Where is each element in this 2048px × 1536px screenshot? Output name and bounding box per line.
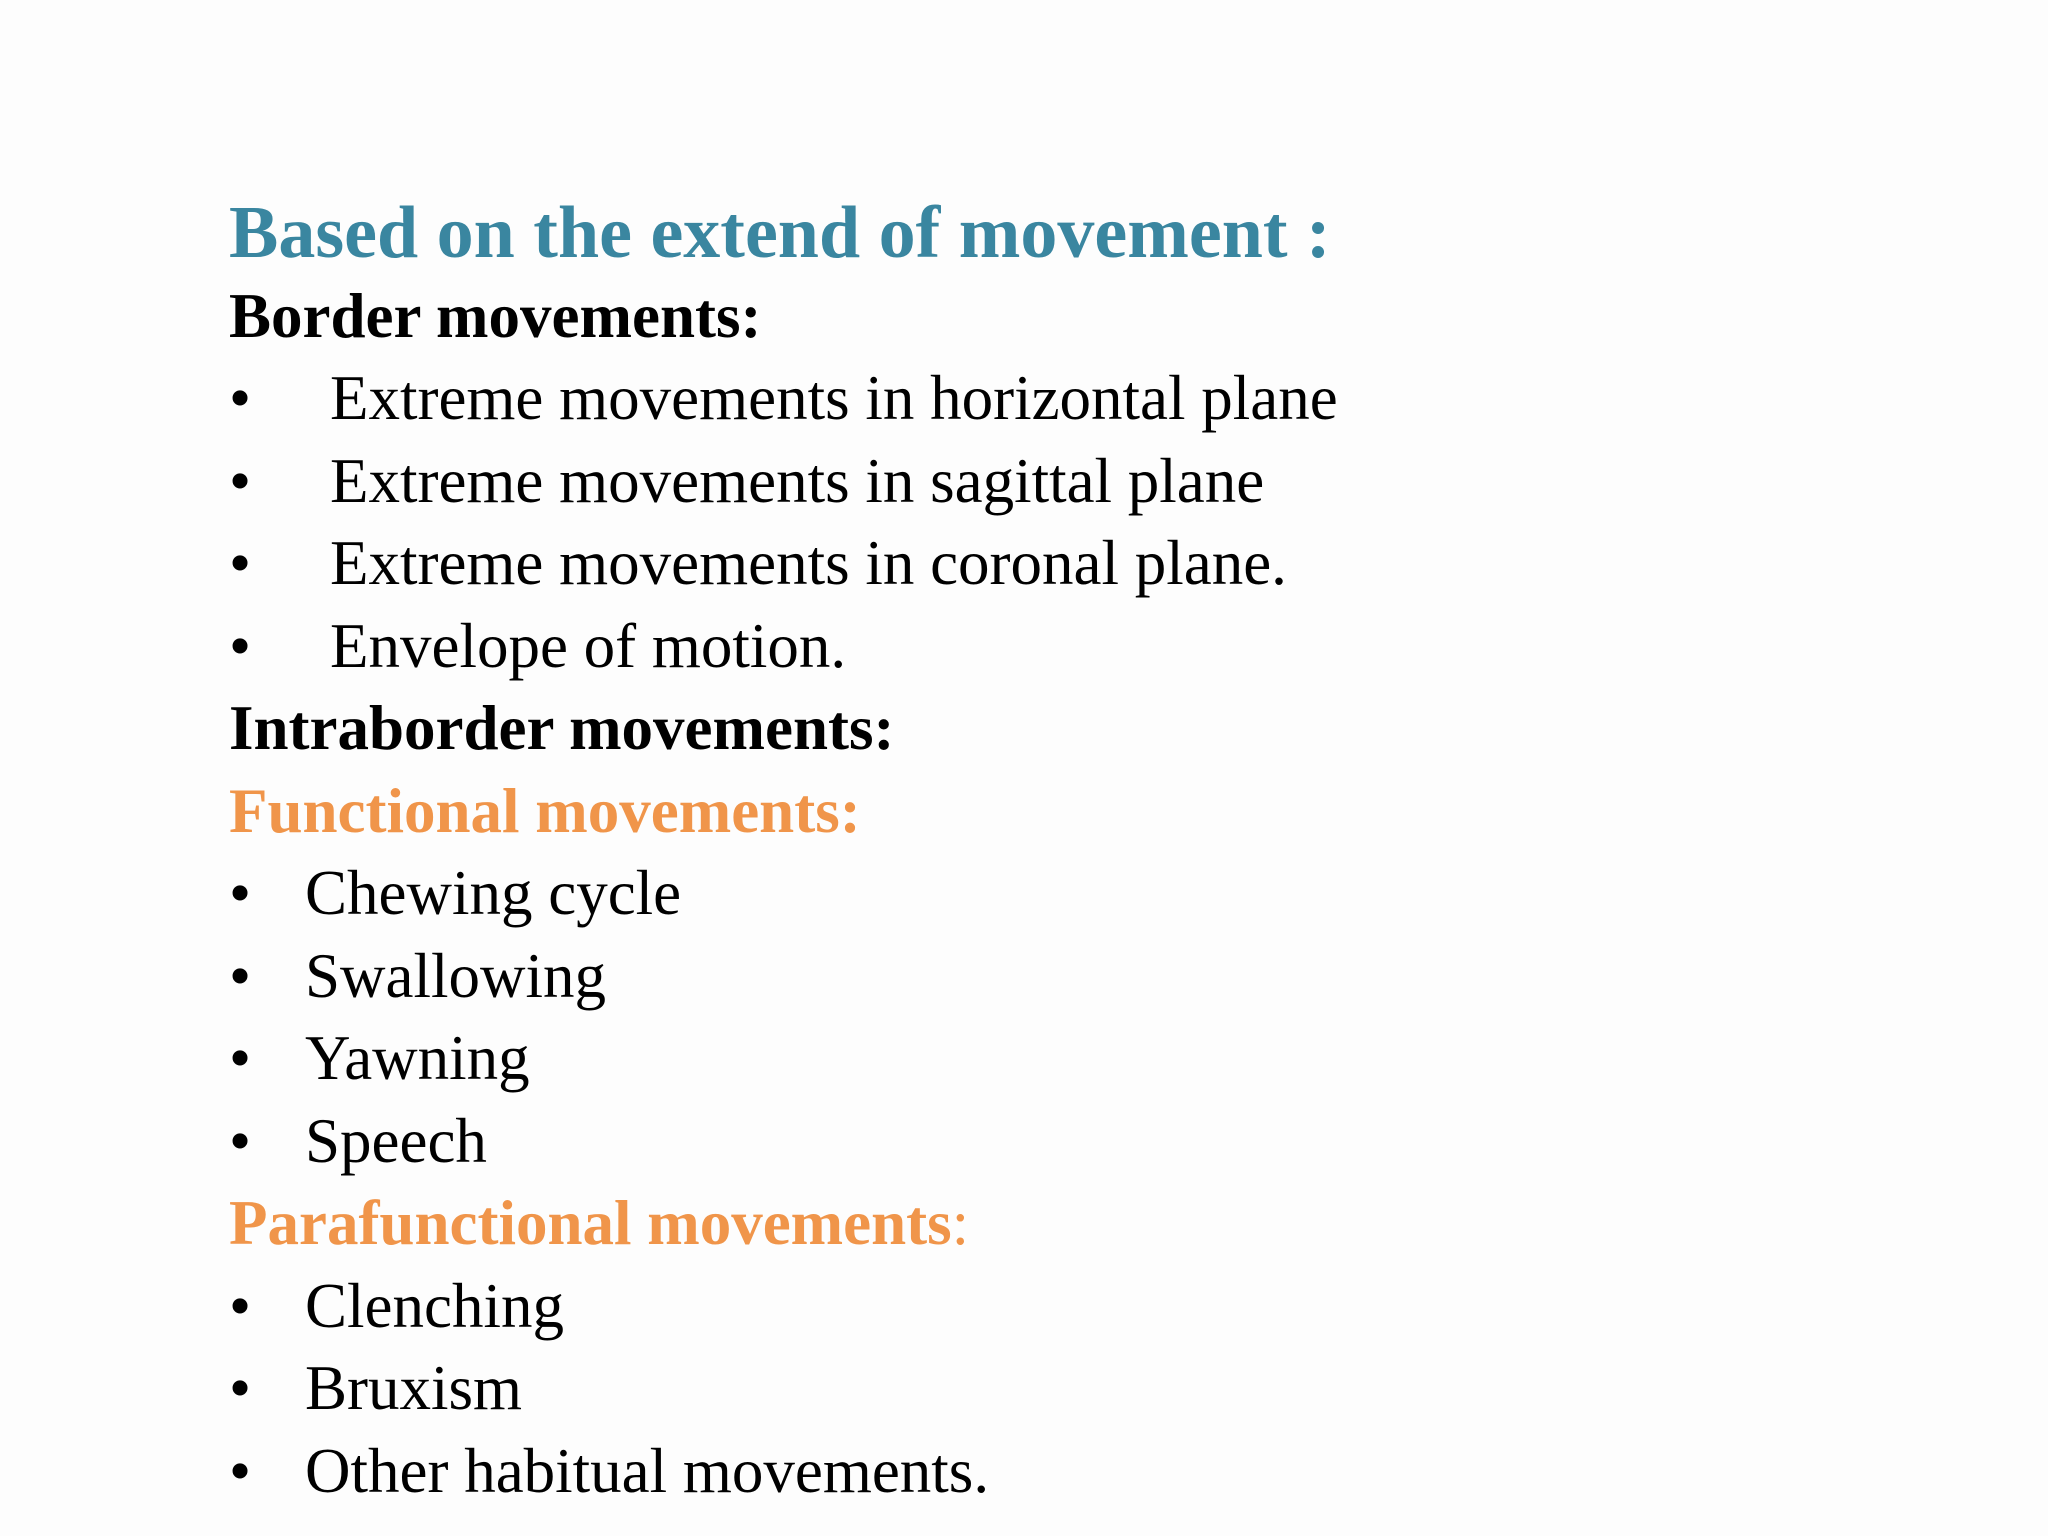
list-item-text: Speech [305,1105,487,1176]
list-item-text: Swallowing [305,940,607,1011]
bullet-icon: • [229,363,252,433]
list-item-text: Yawning [305,1023,530,1093]
list-item-text: Other habitual movements. [305,1435,990,1506]
bullet-icon: • [229,858,252,928]
list-item-text: Extreme movements in coronal plane. [330,528,1287,598]
list-item [229,440,1929,523]
bullet-icon: • [229,610,252,681]
bullet-icon: • [229,445,252,516]
list-item-text: Extreme movements in horizontal plane [330,363,1338,433]
border-movements-heading: Border movements: [229,280,762,351]
list-item [229,1265,1929,1348]
slide-title: Based on the extend of movement : [229,192,1331,274]
bullet-icon: • [229,1023,252,1093]
intraborder-movements-heading: Intraborder movements: [229,693,895,763]
list-item [229,357,1929,440]
list-item-text: Extreme movements in sagittal plane [330,445,1265,516]
list-item-text: Envelope of motion. [330,610,847,681]
bullet-icon: • [229,940,252,1011]
list-item [229,935,1929,1018]
bullet-icon: • [229,528,252,598]
list-item [229,1347,1929,1430]
list-item [229,1100,1929,1183]
list-item-text: Clenching [305,1270,564,1341]
bullet-icon: • [229,1353,252,1423]
list-item [229,852,1929,935]
bullet-icon: • [229,1435,252,1506]
slide-content [229,192,1929,1512]
list-item-text: Chewing cycle [305,858,682,928]
list-item [229,605,1929,688]
functional-movements-heading: Functional movements: [229,775,861,846]
bullet-icon: • [229,1270,252,1341]
list-item-text: Bruxism [305,1353,523,1423]
parafunctional-heading-text: Parafunctional movements [229,1188,952,1258]
list-item [229,522,1929,605]
bullet-icon: • [229,1105,252,1176]
parafunctional-heading-colon: : [951,1188,970,1258]
list-item [229,1017,1929,1100]
parafunctional-movements-heading [229,1182,1929,1265]
list-item [229,1430,1929,1513]
